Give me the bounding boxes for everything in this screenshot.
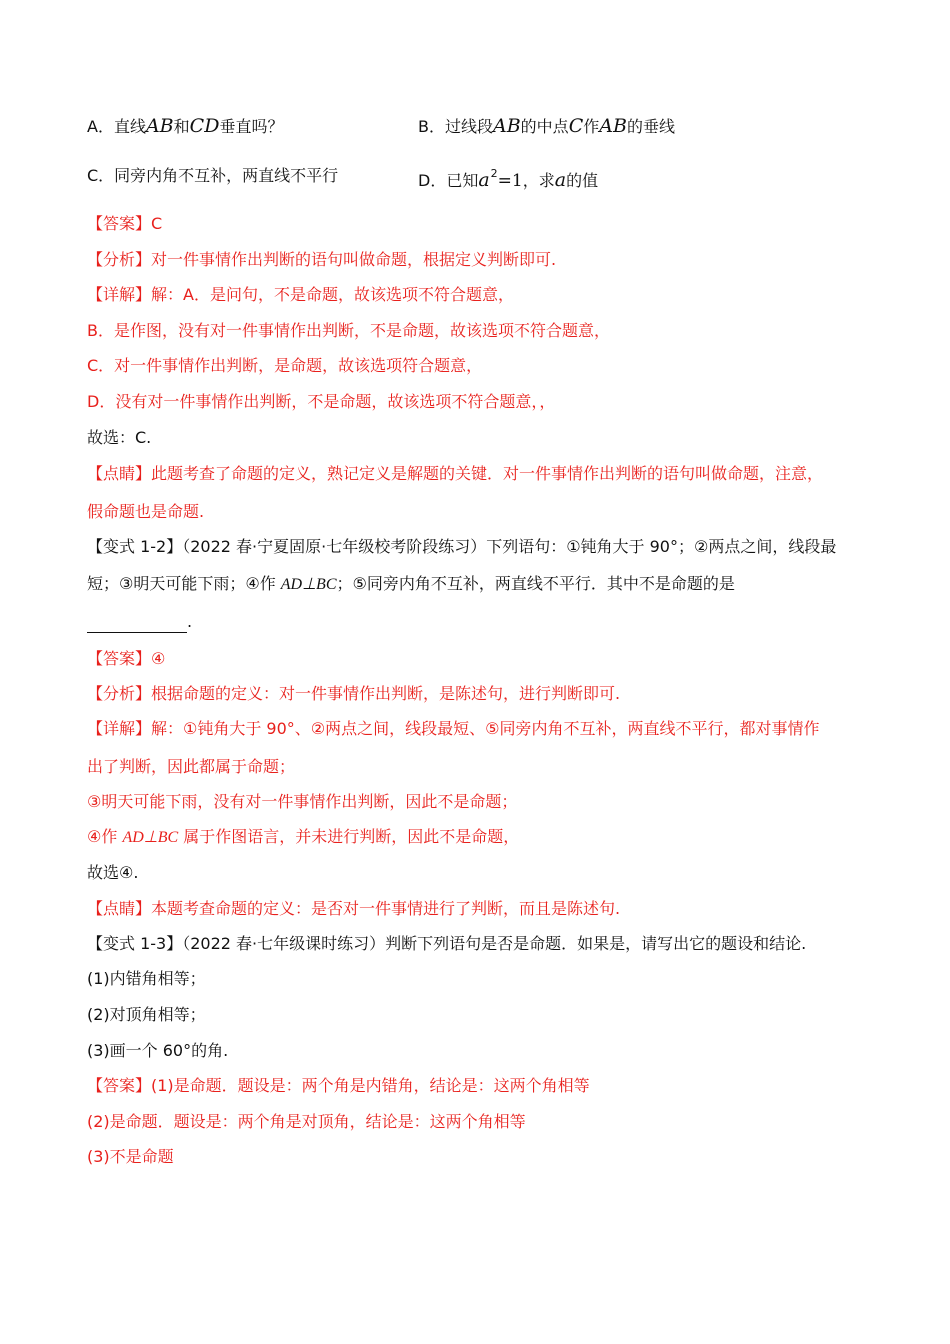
q3-answer-3: (3)不是命题 — [87, 1147, 174, 1166]
option-a-mid: 和 — [173, 117, 190, 136]
option-d-prefix: D．已知 — [418, 171, 479, 190]
math-ab: AB — [599, 115, 627, 137]
answer-blank — [87, 616, 187, 633]
option-a — [87, 115, 283, 138]
math-a: a — [478, 169, 490, 191]
option-d — [418, 163, 598, 192]
q2-blank-line — [87, 611, 192, 633]
math-ad-perp-bc: AD⊥BC — [280, 576, 337, 593]
exponent: 2 — [490, 167, 498, 180]
q2-period: . — [187, 612, 193, 631]
math-equals-one: =1 — [497, 171, 523, 191]
q2-comment: 【点睛】本题考查命题的定义：是否对一件事情进行了判断，而且是陈述句. — [87, 899, 621, 918]
q1-detail-1: 【详解】解：A．是问句，不是命题，故该选项不符合题意， — [87, 285, 514, 304]
math-c: C — [568, 115, 584, 137]
option-b-prefix: B．过线段 — [418, 117, 493, 136]
q2-detail-4b: 属于作图语言，并未进行判断，因此不是命题， — [178, 827, 520, 846]
option-b-mid1: 的中点 — [520, 117, 569, 136]
q3-item-2: (2)对顶角相等； — [87, 1005, 206, 1024]
q2-detail-3: ③明天可能下雨，没有对一件事情作出判断，因此不是命题； — [87, 792, 518, 811]
option-d-mid: ，求 — [522, 171, 555, 190]
option-c: C．同旁内角不互补，两直线不平行 — [87, 166, 339, 185]
math-ad-perp-bc: AD⊥BC — [122, 829, 179, 846]
q3-item-1: (1)内错角相等； — [87, 969, 206, 988]
q3-answer-1: 【答案】(1)是命题．题设是：两个角是内错角，结论是：这两个角相等 — [87, 1076, 590, 1095]
option-d-suffix: 的值 — [566, 171, 599, 190]
q1-comment-1: 【点睛】此题考查了命题的定义，熟记定义是解题的关键．对一件事情作出判断的语句叫做命题，注意， — [87, 464, 824, 483]
q2-question-2a: 短；③明天可能下雨；④作 — [87, 574, 281, 593]
option-b — [418, 115, 675, 138]
option-a-suffix: 垂直吗？ — [219, 117, 284, 136]
q1-analysis: 【分析】对一件事情作出判断的语句叫做命题，根据定义判断即可. — [87, 250, 557, 269]
math-ab: AB — [492, 115, 521, 137]
q2-detail-2: 出了判断，因此都属于命题； — [87, 757, 296, 776]
math-ab: AB — [145, 115, 174, 137]
option-b-suffix: 的垂线 — [626, 117, 675, 136]
q3-answer-2: (2)是命题．题设是：两个角是对顶角，结论是：这两个角相等 — [87, 1112, 526, 1131]
q3-item-3: (3)画一个 60°的角. — [87, 1041, 229, 1060]
option-b-mid2: 作 — [583, 117, 600, 136]
q2-detail-4 — [87, 826, 519, 849]
q1-detail-4: D．没有对一件事情作出判断，不是命题，故该选项不符合题意，， — [87, 392, 556, 411]
q2-question-1: 【变式 1-2】（2022 春·宁夏固原·七年级校考阶段练习）下列语句：①钝角大于 90°；②两点之间，线段最 — [87, 537, 837, 556]
q1-answer: 【答案】C — [87, 214, 163, 233]
q1-comment-2: 假命题也是命题. — [87, 502, 205, 521]
q2-analysis: 【分析】根据命题的定义：对一件事情作出判断，是陈述句，进行判断即可. — [87, 684, 621, 703]
q2-detail-1: 【详解】解：①钝角大于 90°、②两点之间，线段最短、⑤同旁内角不互补，两直线不平行，都对事情作 — [87, 719, 820, 738]
q2-answer: 【答案】④ — [87, 649, 166, 668]
q2-choose: 故选④. — [87, 863, 139, 882]
q2-question-2b: ；⑤同旁内角不互补，两直线不平行．其中不是命题的是 — [336, 574, 735, 593]
q1-detail-3: C．对一件事情作出判断，是命题，故该选项符合题意， — [87, 356, 483, 375]
math-cd: CD — [189, 115, 220, 137]
option-a-prefix: A．直线 — [87, 117, 146, 136]
q1-detail-2: B．是作图，没有对一件事情作出判断，不是命题，故该选项不符合题意， — [87, 321, 610, 340]
q2-question-2 — [87, 573, 735, 596]
q3-question: 【变式 1-3】（2022 春·七年级课时练习）判断下列语句是否是命题．如果是，请写出它的题设和结论. — [87, 934, 807, 953]
q2-detail-4a: ④作 — [87, 827, 123, 846]
math-a: a — [554, 169, 567, 191]
q1-choose: 故选：C. — [87, 428, 152, 447]
